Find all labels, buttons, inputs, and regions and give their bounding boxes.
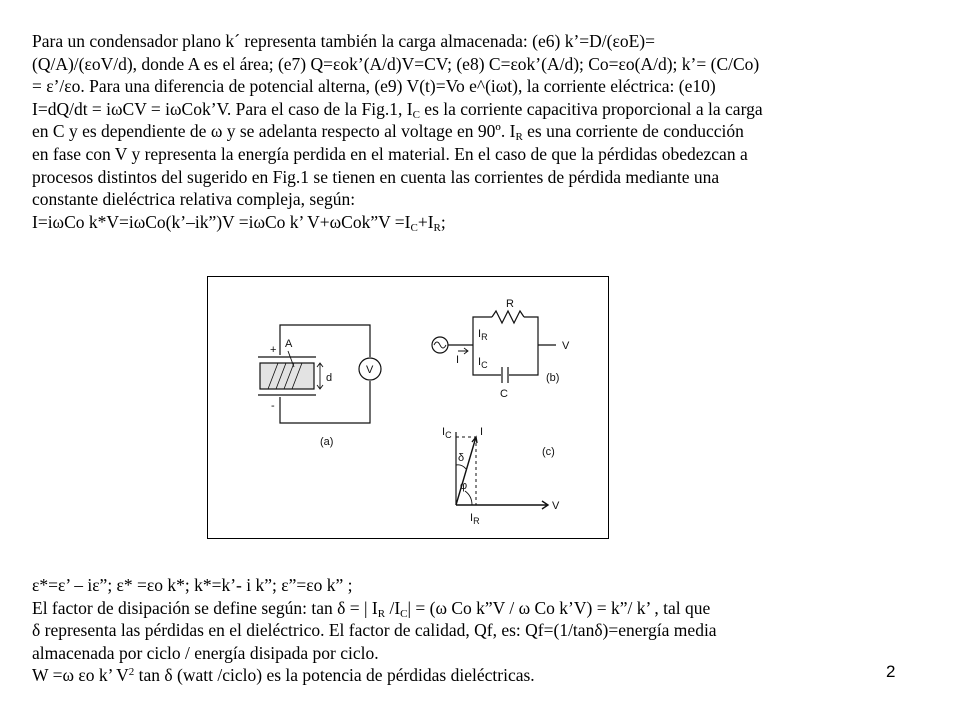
- top-paragraph: [32, 30, 932, 233]
- source-voltage-label: V: [366, 364, 374, 376]
- subscript: R: [433, 221, 441, 234]
- subscript: R: [515, 131, 523, 144]
- ir-label-b: [478, 328, 488, 342]
- text-line: procesos distintos del sugerido en Fig.1 se tienen en cuenta las corrientes de pérdida mediante una: [32, 166, 720, 187]
- area-label: A: [285, 338, 293, 350]
- ir-main-c: I: [470, 512, 474, 524]
- minus-sign-bottom: -: [271, 400, 275, 412]
- text-fragment: en C y es dependiente de ω y se adelanta respecto al voltage en 90º. I: [32, 121, 516, 142]
- text-line: δ representa las pérdidas en el dieléctrico. El factor de calidad, Qf, es: Qf=(1/tanδ)=energía media: [32, 620, 717, 641]
- ic-label-b: [478, 356, 488, 370]
- delta-arc: [456, 465, 466, 469]
- phi-arc: [465, 491, 472, 505]
- thickness-arrow: [317, 363, 323, 389]
- capacitor-label: C: [500, 388, 508, 400]
- subscript: C: [400, 607, 408, 620]
- text-line: [32, 98, 932, 121]
- text-fragment: es la corriente capacitiva proporcional a la carga: [419, 98, 763, 119]
- page-number: 2: [886, 662, 896, 681]
- text-fragment: +I: [417, 211, 434, 232]
- resistor-label: R: [506, 298, 514, 310]
- ir-sub-c: R: [473, 516, 480, 526]
- subscript: C: [412, 108, 420, 121]
- phasor-v: [456, 501, 548, 509]
- panel-a-caption: (a): [320, 436, 334, 448]
- text-fragment: El factor de disipación se define según: tan δ = | I: [32, 597, 378, 618]
- ir-sub: R: [481, 332, 488, 342]
- phasor-i: [456, 437, 477, 505]
- i-label-c: I: [480, 426, 484, 438]
- ic-main: I: [478, 356, 482, 368]
- text-line: ε*=ε’ – iε”; ε* =εo k*; k*=k’- i k”; ε”=εo k” ;: [32, 575, 353, 595]
- text-fragment: W =ω εo k’ V: [32, 665, 129, 686]
- plus-sign-top: +: [270, 344, 277, 356]
- text-line: [32, 597, 932, 620]
- superscript: 2: [128, 666, 135, 679]
- text-line: en fase con V y representa la energía perdida en el material. En el caso de que la pérdidas obedezcan a: [32, 143, 748, 164]
- text-line: (Q/A)/(εoV/d), donde A es el área; (e7) Q=εok’(A/d)V=CV; (e8) C=εok’(A/d); Co=εo(A/d); k’= (C/Co): [32, 53, 760, 74]
- ic-sub-c: C: [445, 430, 452, 440]
- v-label-c: V: [552, 500, 560, 512]
- ic-sub: C: [481, 360, 488, 370]
- ic-label-c: [442, 426, 452, 440]
- subscript: C: [410, 221, 418, 234]
- text-fragment: /I: [385, 597, 401, 618]
- circuit-figure: [208, 277, 610, 540]
- text-fragment: | = (ω Co k”V / ω Co k’V) = k”/ k’ , tal que: [407, 597, 711, 618]
- wire-b-bottom-right: [509, 345, 538, 375]
- bottom-paragraph: [32, 574, 932, 687]
- text-line: constante dieléctrica relativa compleja, según:: [32, 189, 356, 210]
- text-line: Para un condensador plano k´ representa también la carga almacenada: (e6) k’=D/(εoE)=: [32, 31, 655, 51]
- thickness-label: d: [326, 372, 333, 384]
- text-line: [32, 120, 932, 143]
- text-line: [32, 664, 932, 687]
- ir-main: I: [478, 328, 482, 340]
- text-fragment: I=iωCo k*V=iωCo(k’–ik”)V =iωCo k’ V+ωCok”V =I: [32, 211, 411, 232]
- ir-label-c: [470, 512, 480, 526]
- delta-label: δ: [458, 452, 465, 464]
- text-fragment: es una corriente de conducción: [522, 121, 744, 142]
- text-fragment: I=dQ/dt = iωCV = iωCok’V. Para el caso de la Fig.1, I: [32, 98, 413, 119]
- text-line: [32, 211, 932, 234]
- arrow-i-b: [458, 348, 468, 354]
- ic-main-c: I: [442, 426, 446, 438]
- wire-a-top: [280, 325, 370, 357]
- panel-c-caption: (c): [542, 446, 555, 458]
- phi-label: φ: [460, 480, 468, 492]
- text-fragment: ;: [440, 211, 446, 232]
- output-voltage-label: V: [562, 340, 570, 352]
- resistor-r: [492, 311, 524, 323]
- dielectric-slab: [260, 363, 314, 389]
- wire-b-top-right: [524, 317, 538, 345]
- current-label: I: [456, 354, 460, 366]
- figure-frame: [207, 276, 609, 539]
- text-line: almacenada por ciclo / energía disipada por ciclo.: [32, 642, 379, 663]
- text-line: = ε’/εo. Para una diferencia de potencial alterna, (e9) V(t)=Vo e^(iωt), la corriente eléctrica: (e10): [32, 76, 716, 97]
- subscript: R: [377, 607, 386, 620]
- panel-b-caption: (b): [546, 372, 560, 384]
- text-fragment: tan δ (watt /ciclo) es la potencia de pérdidas dieléctricas.: [134, 665, 535, 686]
